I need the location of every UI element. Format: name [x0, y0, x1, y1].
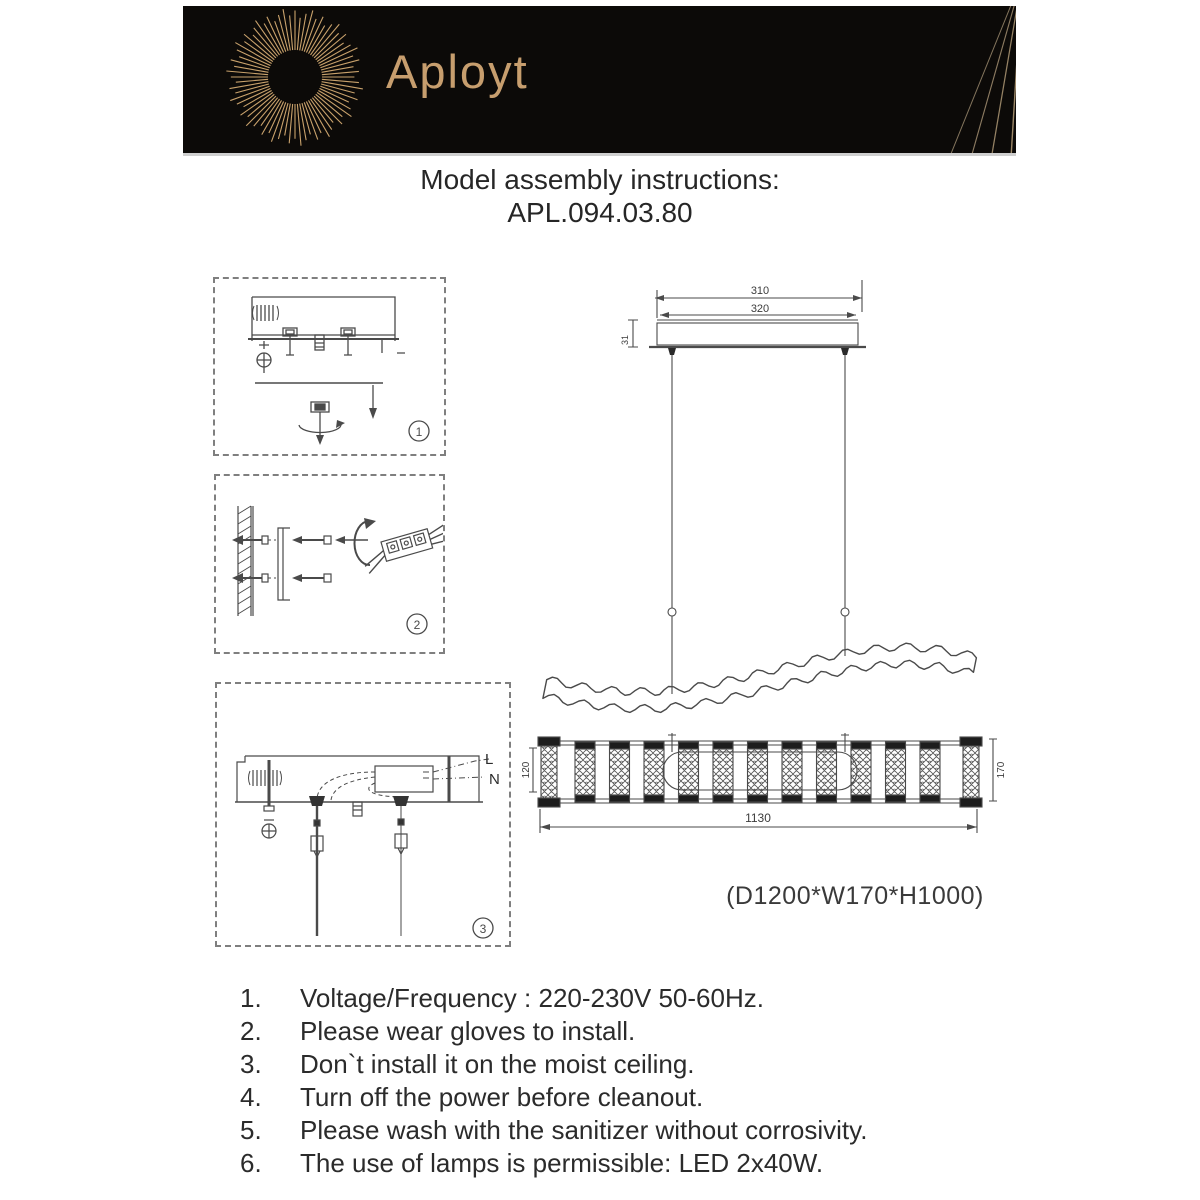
wavy-lamp-body — [543, 643, 977, 712]
step2-number-badge — [407, 614, 427, 634]
ceiling-canopy — [649, 320, 866, 347]
pendant-lamp-drawing — [520, 270, 1010, 870]
svg-text:3: 3 — [479, 922, 487, 936]
dim-label-310: 310 — [750, 285, 770, 297]
list-item: 1. Voltage/Frequency : 220-230V 50-60Hz. — [240, 983, 764, 1013]
list-item: 5. Please wash with the sanitizer without corrosivity. — [240, 1115, 868, 1145]
list-item: 6. The use of lamps is permissible: LED 2x40W. — [240, 1148, 824, 1178]
dim-label-1130: 1130 — [745, 811, 771, 825]
down-arrow-icon — [369, 408, 377, 419]
led-driver — [375, 766, 433, 792]
list-item: 4. Turn off the power before cleanout. — [240, 1082, 704, 1112]
dim-label-170: 170 — [996, 761, 1007, 779]
model-number: APL.094.03.80 — [507, 197, 693, 228]
page-title: Model assembly instructions: — [420, 164, 780, 195]
live-wire-label: L — [485, 751, 494, 768]
wire-connector — [359, 519, 443, 574]
svg-text:2: 2 — [413, 618, 421, 632]
brand-banner — [183, 6, 1016, 156]
dim-label-320: 320 — [750, 303, 770, 315]
dim-label-31: 31 — [620, 334, 630, 346]
step2-box — [214, 474, 445, 654]
corner-rays-decoration — [183, 6, 1016, 153]
step3-number-badge — [473, 918, 493, 938]
lamp-front-view — [538, 733, 982, 807]
step2-diagram — [216, 476, 443, 652]
brand-wordmark: Aployt — [386, 45, 529, 98]
step3-diagram — [217, 684, 509, 945]
step3-box — [215, 682, 511, 947]
spring-coil — [257, 305, 273, 321]
step1-diagram — [215, 279, 444, 454]
instruction-list — [240, 982, 1000, 1180]
list-item: 2. Please wear gloves to install. — [240, 1016, 636, 1046]
step1-box — [213, 277, 446, 456]
mounting-bracket — [278, 528, 290, 600]
size-spec: (D1200*W170*H1000) — [726, 882, 984, 910]
svg-text:1: 1 — [415, 425, 423, 439]
step1-number-badge — [409, 421, 429, 441]
list-item: 3. Don`t install it on the moist ceiling. — [240, 1049, 695, 1079]
dim-label-120: 120 — [521, 761, 532, 779]
neutral-wire-label: N — [489, 771, 500, 788]
